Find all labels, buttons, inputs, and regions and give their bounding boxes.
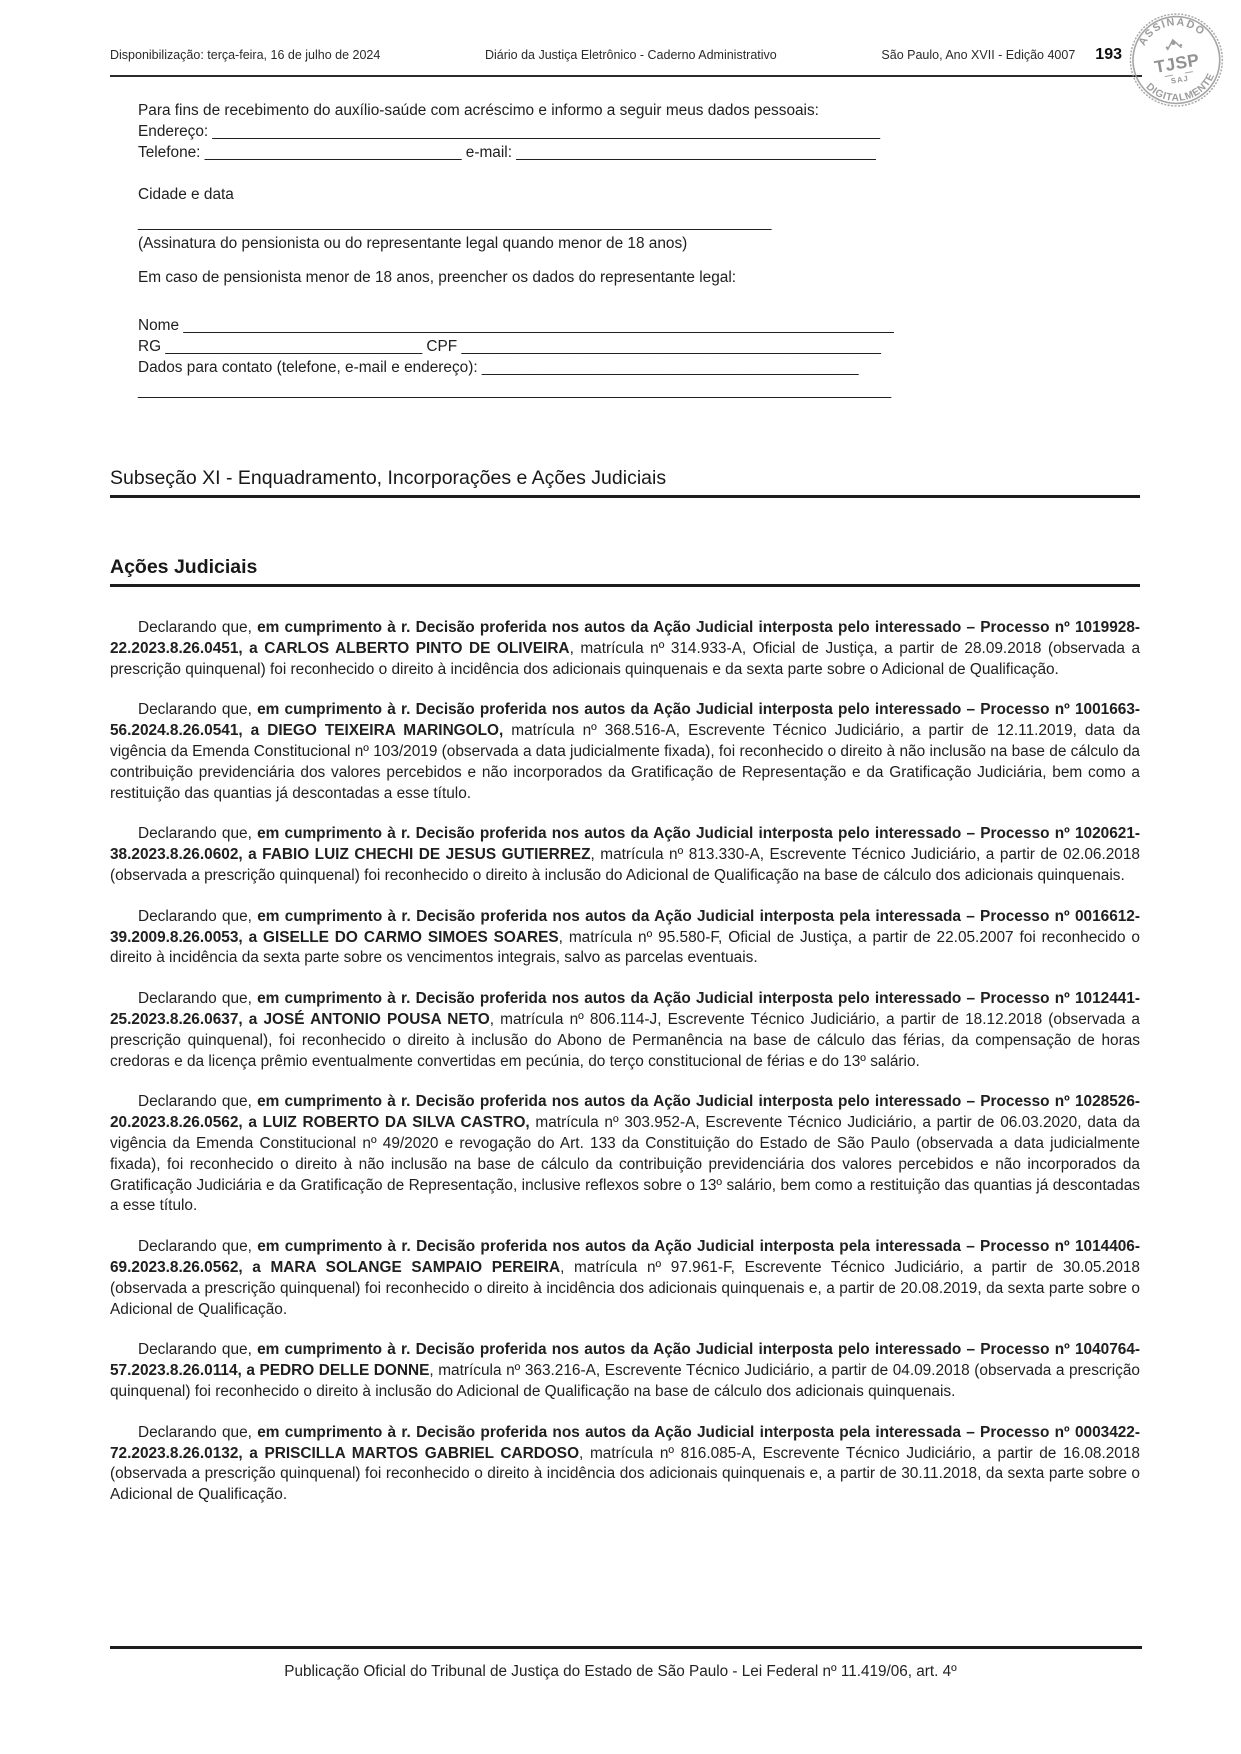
form-line: Telefone: ______________________________ e-mail: __________________________________________ xyxy=(138,144,876,161)
form-line: Cidade e data xyxy=(138,186,234,203)
form-line: Endereço: ______________________________________________________________________________ xyxy=(138,123,881,140)
declaration-text-segment: Declarando que, xyxy=(138,825,258,843)
declaration-text-segment: Declarando que, xyxy=(138,907,258,925)
declaration-text-segment: , matrícula nº 813.330-A, Escrevente Técnico Judiciário, a partir de 02.06.2018 (observada a prescrição quinquenal) foi reconhecido o direito à inclusão do Adicional de Qualificação na base de cálculo dos adicionais quinquenais. xyxy=(110,846,1140,884)
form-line: ________________________________________________________________________________________ xyxy=(138,382,892,399)
declaration-text-segment: Declarando que, xyxy=(138,1423,258,1441)
declaration-text-segment: Declarando que, xyxy=(138,701,258,719)
acoes-judiciais-heading: Ações Judiciais xyxy=(110,555,1140,587)
declaration-bold-segment: em cumprimento à r. Decisão proferida nos autos da Ação Judicial interposta pela interessada – Processo nº 1014406-69.2023.8.26.0562, a MARA SOLANGE SAMPAIO PEREIRA xyxy=(110,1238,1140,1276)
declaration-text-segment: matrícula nº 303.952-A, Escrevente Técnico Judiciário, a partir de 06.03.2020, data da vigência da Emenda Constitucional nº 49/2020 e revogação do Art. 133 da Constituição do Estado de São Paulo (observada a data judicialmente fixada), foi reconhecido o direito à não inclusão na base de cálculo da contribuição previdenciária dos valores percebidos e não incorporados da Gratificação Judiciária e da Gratificação de Representação, inclusive reflexos sobre o 13º salário, bem como a restituição das quantias já descontadas a esse título. xyxy=(110,1114,1140,1215)
declaration-paragraph xyxy=(110,989,1140,1072)
form-block xyxy=(110,100,1140,401)
declaration-paragraph xyxy=(110,1423,1140,1506)
page-number: 193 xyxy=(1095,46,1122,63)
declaration-text-segment: , matrícula nº 95.580-F, Oficial de Justiça, a partir de 22.05.2007 foi reconhecido o direito à incidência da sexta parte sobre os vencimentos integrais, salvo as parcelas eventuais. xyxy=(110,928,1140,967)
form-line: Em caso de pensionista menor de 18 anos, preencher os dados do representante legal: xyxy=(138,269,737,286)
declaration-text-segment: , matrícula nº 816.085-A, Escrevente Técnico Judiciário, a partir de 16.08.2018 (observada a prescrição quinquenal) foi reconhecido o direito à incidência dos adicionais quinquenais e, a partir de 30.11.2018, da sexta parte sobre o Adicional de Qualificação. xyxy=(110,1444,1140,1504)
declaration-paragraph xyxy=(110,907,1140,969)
stamp-crest-icon xyxy=(1165,38,1183,50)
declaration-text-segment: Declarando que, xyxy=(138,1341,258,1359)
stamp-seal-icon xyxy=(1119,1,1233,115)
declaration-text-segment: , matrícula nº 806.114-J, Escrevente Técnico Judiciário, a partir de 18.12.2018 (observada a prescrição quinquenal), foi reconhecido o direito à inclusão do Abono de Permanência na base de cálculo das férias, da compensação de horas credoras e da licença prêmio eventualmente convertidas em pecúnia, do terço constitucional de férias e do 13º salário. xyxy=(110,1010,1140,1070)
declarations xyxy=(110,618,1140,1506)
declaration-paragraph xyxy=(110,824,1140,886)
form-line: Para fins de recebimento do auxílio-saúde com acréscimo e informo a seguir meus dados pessoais: xyxy=(138,102,819,119)
stamp-bottom-text: DIGITALMENTE xyxy=(1143,71,1218,104)
declaration-text-segment: Declarando que, xyxy=(138,619,258,636)
stamp-top-text: ASSINADO xyxy=(1136,16,1208,48)
declaration-text-segment: matrícula nº 368.516-A, Escrevente Técnico Judiciário, a partir de 12.11.2019, data da vigência da Emenda Constitucional nº 103/2019 (observada a data judicialmente fixada), foi reconhecido o direito à não inclusão na base de cálculo da contribuição previdenciária dos valores percebidos e não incorporados da Gratificação de Representação e da Gratificação Judiciária, bem como a restituição das quantias já descontadas a esse título. xyxy=(110,722,1140,802)
header-divider xyxy=(110,75,1142,77)
footer-official-publication: Publicação Oficial do Tribunal de Justiça do Estado de São Paulo - Lei Federal nº 11.419/06, art. 4º xyxy=(284,1663,957,1680)
declaration-bold-segment: em cumprimento à r. Decisão proferida nos autos da Ação Judicial interposta pelo interessado – Processo nº 1019928-22.2023.8.26.0451, a CARLOS ALBERTO PINTO DE OLIVEIRA xyxy=(110,619,1141,657)
declaration-bold-segment: em cumprimento à r. Decisão proferida nos autos da Ação Judicial interposta pelo interessado – Processo nº 1040764-57.2023.8.26.0114, a PEDRO DELLE DONNE xyxy=(110,1341,1141,1380)
subsection-heading: Subseção XI - Enquadramento, Incorporações e Ações Judiciais xyxy=(110,466,1140,498)
declaration-text-segment: , matrícula nº 314.933-A, Oficial de Justiça, a partir de 28.09.2018 (observada a prescrição quinquenal) foi reconhecido o direito à incidência dos adicionais quinquenais e da sexta parte sobre o Adicional de Qualificação. xyxy=(110,639,1141,678)
declaration-bold-segment: em cumprimento à r. Decisão proferida nos autos da Ação Judicial interposta pela interessada – Processo nº 0003422-72.2023.8.26.0132, a PRISCILLA MARTOS GABRIEL CARDOSO xyxy=(110,1423,1140,1462)
declaration-bold-segment: em cumprimento à r. Decisão proferida nos autos da Ação Judicial interposta pelo interessado – Processo nº 1020621-38.2023.8.26.0602, a FABIO LUIZ CHECHI DE JESUS GUTIERREZ xyxy=(110,825,1141,864)
declaration-paragraph xyxy=(110,1092,1140,1217)
declaration-paragraph xyxy=(110,618,1140,680)
declaration-bold-segment: em cumprimento à r. Decisão proferida nos autos da Ação Judicial interposta pela interessada – Processo nº 0016612-39.2009.8.26.0053, a GISELLE DO CARMO SIMOES SOARES xyxy=(110,907,1140,946)
header-journal-title: Diário da Justiça Eletrônico - Caderno Administrativo xyxy=(484,48,777,62)
stamp-system-abbreviation: SAJ xyxy=(1170,73,1190,86)
page-content xyxy=(110,100,1140,1526)
declaration-bold-segment: em cumprimento à r. Decisão proferida nos autos da Ação Judicial interposta pelo interessado – Processo nº 1001663-56.2024.8.26.0541, a DIEGO TEIXEIRA MARINGOLO, xyxy=(110,701,1141,740)
stamp-court-abbreviation: TJSP xyxy=(1152,49,1202,77)
declaration-text-segment: , matrícula nº 363.216-A, Escrevente Técnico Judiciário, a partir de 04.09.2018 (observada a prescrição quinquenal) foi reconhecido o direito à inclusão do Adicional de Qualificação na base de cálculo dos adicionais quinquenais. xyxy=(110,1362,1140,1400)
footer-divider xyxy=(110,1646,1142,1649)
declaration-text-segment: Declarando que, xyxy=(138,1238,258,1256)
header-availability-date: Disponibilização: terça-feira, 16 de julho de 2024 xyxy=(110,48,381,62)
digital-signature-stamp xyxy=(1119,1,1233,115)
declaration-text-segment: Declarando que, xyxy=(138,990,258,1008)
declaration-paragraph xyxy=(110,700,1140,804)
form-line: (Assinatura do pensionista ou do representante legal quando menor de 18 anos) xyxy=(138,235,688,252)
declaration-bold-segment: em cumprimento à r. Decisão proferida nos autos da Ação Judicial interposta pelo interessado – Processo nº 1028526-20.2023.8.26.0562, a LUIZ ROBERTO DA SILVA CASTRO, xyxy=(110,1093,1141,1132)
form-line: Dados para contato (telefone, e-mail e endereço): ____________________________________________ xyxy=(138,359,859,376)
declaration-text-segment: Declarando que, xyxy=(138,1093,258,1111)
header-edition: São Paulo, Ano XVII - Edição 4007 xyxy=(881,48,1076,62)
page-header xyxy=(110,46,1122,64)
declaration-paragraph xyxy=(110,1237,1140,1320)
form-line: __________________________________________________________________________ xyxy=(138,214,772,231)
declaration-paragraph xyxy=(110,1340,1140,1402)
declaration-bold-segment: em cumprimento à r. Decisão proferida nos autos da Ação Judicial interposta pelo interessado – Processo nº 1012441-25.2023.8.26.0637, a JOSÉ ANTONIO POUSA NETO xyxy=(110,990,1141,1028)
declaration-text-segment: , matrícula nº 97.961-F, Escrevente Técnico Judiciário, a partir de 30.05.2018 (observada a prescrição quinquenal) foi reconhecido o direito à incidência dos adicionais quinquenais e, a partir de 20.08.2019, da sexta parte sobre o Adicional de Qualificação. xyxy=(110,1258,1140,1318)
form-line: Nome ___________________________________________________________________________________ xyxy=(138,317,894,334)
form-line: RG ______________________________ CPF _________________________________________________ xyxy=(138,338,881,355)
